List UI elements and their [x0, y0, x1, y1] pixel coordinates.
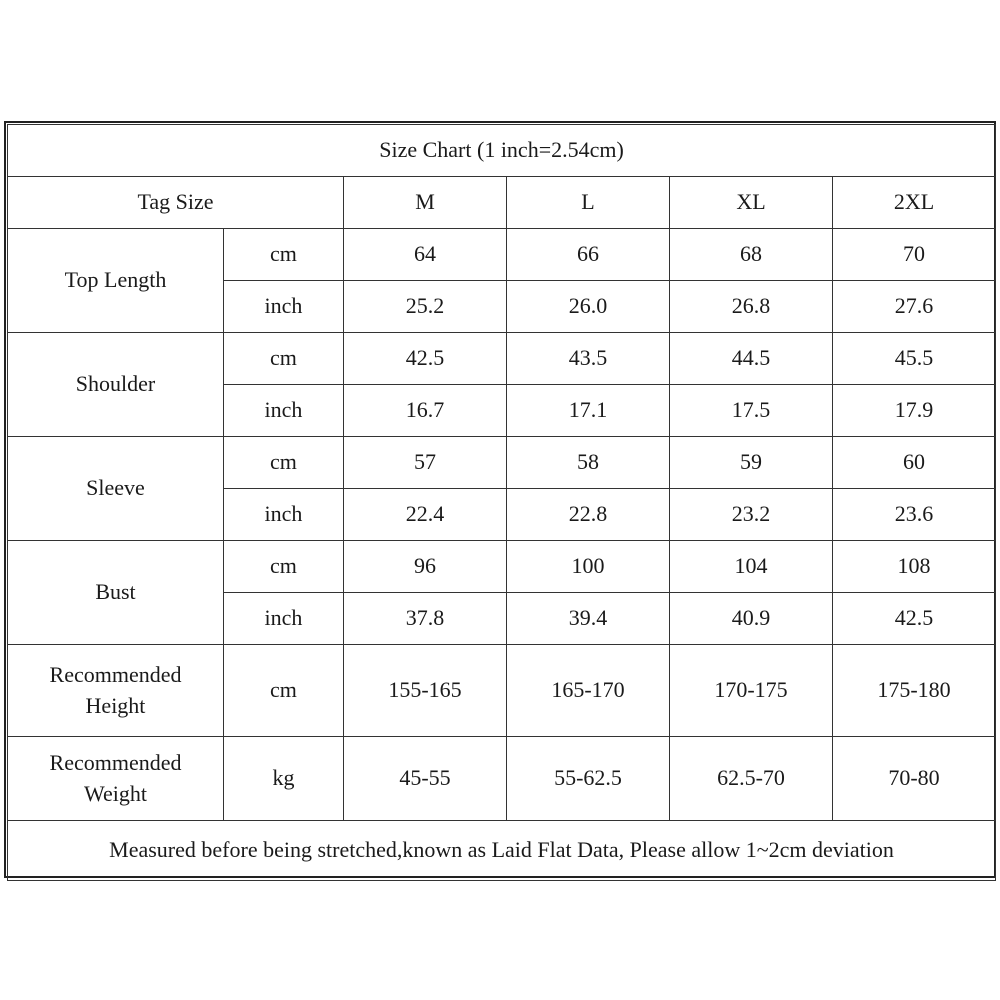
row-label-top-length: Top Length — [8, 229, 224, 333]
size-header-l: L — [507, 177, 670, 229]
table-row — [8, 229, 996, 281]
value-cell: 58 — [507, 437, 670, 489]
value-cell: 55-62.5 — [507, 737, 670, 821]
unit-cell: cm — [224, 437, 344, 489]
value-cell: 59 — [670, 437, 833, 489]
row-label-recommended-weight — [8, 737, 224, 821]
value-cell: 40.9 — [670, 593, 833, 645]
chart-title: Size Chart (1 inch=2.54cm) — [8, 125, 996, 177]
value-cell: 66 — [507, 229, 670, 281]
value-cell: 57 — [344, 437, 507, 489]
row-label-line: Recommended — [49, 749, 182, 775]
row-label-shoulder: Shoulder — [8, 333, 224, 437]
unit-cell: inch — [224, 593, 344, 645]
value-cell: 170-175 — [670, 645, 833, 737]
value-cell: 22.8 — [507, 489, 670, 541]
value-cell: 62.5-70 — [670, 737, 833, 821]
value-cell: 26.0 — [507, 281, 670, 333]
value-cell: 25.2 — [344, 281, 507, 333]
table-row — [8, 437, 996, 489]
value-cell: 22.4 — [344, 489, 507, 541]
header-row — [8, 177, 996, 229]
table-row — [8, 333, 996, 385]
value-cell: 37.8 — [344, 593, 507, 645]
unit-cell: cm — [224, 541, 344, 593]
value-cell: 70-80 — [833, 737, 996, 821]
value-cell: 96 — [344, 541, 507, 593]
value-cell: 165-170 — [507, 645, 670, 737]
table-row — [8, 645, 996, 737]
row-label-line: Weight — [84, 780, 147, 806]
table-row — [8, 737, 996, 821]
value-cell: 108 — [833, 541, 996, 593]
unit-cell: cm — [224, 229, 344, 281]
value-cell: 155-165 — [344, 645, 507, 737]
value-cell: 60 — [833, 437, 996, 489]
value-cell: 175-180 — [833, 645, 996, 737]
size-header-m: M — [344, 177, 507, 229]
size-header-xl: XL — [670, 177, 833, 229]
row-label-bust: Bust — [8, 541, 224, 645]
value-cell: 17.5 — [670, 385, 833, 437]
value-cell: 68 — [670, 229, 833, 281]
unit-cell: kg — [224, 737, 344, 821]
value-cell: 104 — [670, 541, 833, 593]
footer-note: Measured before being stretched,known as Laid Flat Data, Please allow 1~2cm deviation — [8, 821, 996, 881]
row-label-line: Height — [85, 692, 146, 718]
title-row — [8, 125, 996, 177]
unit-cell: inch — [224, 489, 344, 541]
value-cell: 17.9 — [833, 385, 996, 437]
value-cell: 64 — [344, 229, 507, 281]
value-cell: 23.6 — [833, 489, 996, 541]
value-cell: 16.7 — [344, 385, 507, 437]
row-label-line: Recommended — [49, 661, 182, 687]
unit-cell: cm — [224, 333, 344, 385]
value-cell: 42.5 — [833, 593, 996, 645]
size-header-2xl: 2XL — [833, 177, 996, 229]
row-label-recommended-height — [8, 645, 224, 737]
footer-row — [8, 821, 996, 881]
unit-cell: cm — [224, 645, 344, 737]
value-cell: 27.6 — [833, 281, 996, 333]
table-row — [8, 541, 996, 593]
unit-cell: inch — [224, 281, 344, 333]
value-cell: 70 — [833, 229, 996, 281]
value-cell: 26.8 — [670, 281, 833, 333]
value-cell: 45.5 — [833, 333, 996, 385]
value-cell: 43.5 — [507, 333, 670, 385]
value-cell: 17.1 — [507, 385, 670, 437]
value-cell: 42.5 — [344, 333, 507, 385]
value-cell: 23.2 — [670, 489, 833, 541]
tag-size-header: Tag Size — [8, 177, 344, 229]
value-cell: 100 — [507, 541, 670, 593]
value-cell: 39.4 — [507, 593, 670, 645]
size-chart — [4, 121, 996, 878]
row-label-sleeve: Sleeve — [8, 437, 224, 541]
size-chart-table — [7, 124, 996, 881]
value-cell: 44.5 — [670, 333, 833, 385]
unit-cell: inch — [224, 385, 344, 437]
value-cell: 45-55 — [344, 737, 507, 821]
